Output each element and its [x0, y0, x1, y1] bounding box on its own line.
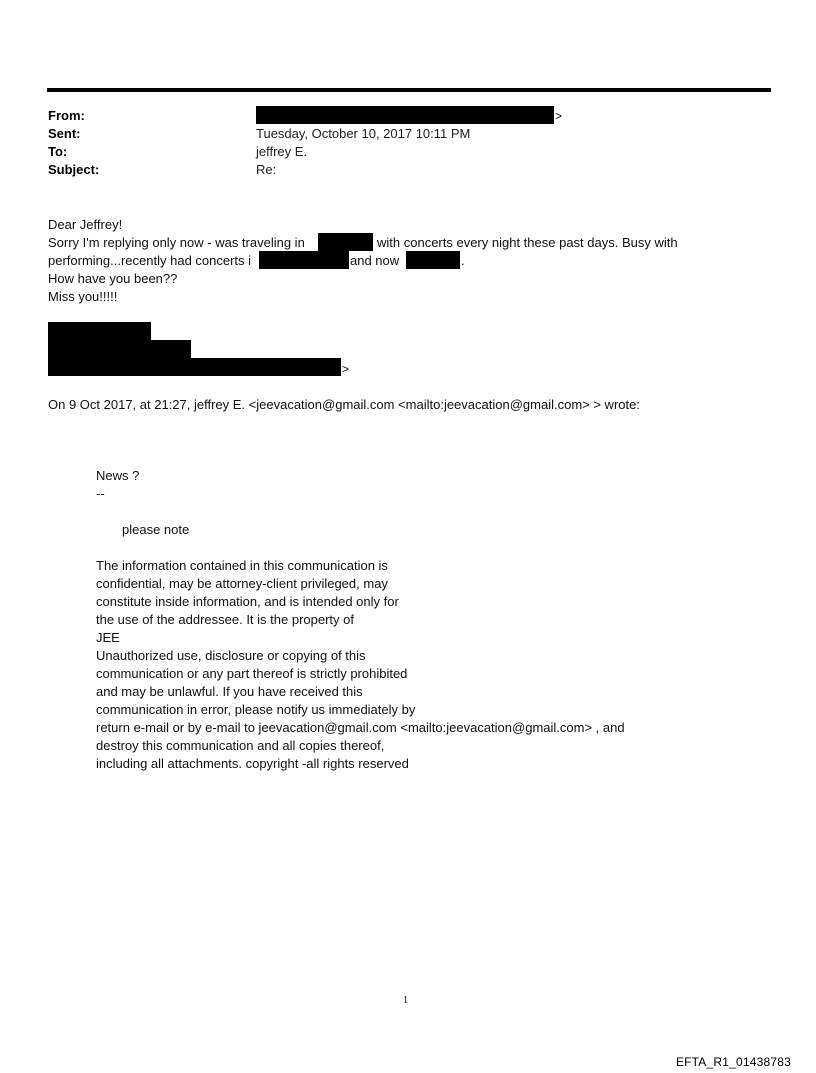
to-label: To: — [48, 144, 68, 159]
from-label: From: — [48, 108, 85, 123]
disclaimer-line: destroy this communication and all copies thereof, — [96, 738, 385, 753]
quote-header: On 9 Oct 2017, at 21:27, jeffrey E. <jeevacation@gmail.com <mailto:jeevacation@gmail.com> > wrote: — [48, 397, 640, 412]
disclaimer-line: and may be unlawful. If you have received this — [96, 684, 363, 699]
disclaimer-line: the use of the addressee. It is the property of — [96, 612, 354, 627]
body-line1-part1: Sorry I'm replying only now - was traveling in — [48, 235, 305, 250]
disclaimer-line: return e-mail or by e-mail to jeevacation@gmail.com <mailto:jeevacation@gmail.com> , and — [96, 720, 625, 735]
body-line4: Miss you!!!!! — [48, 289, 118, 304]
disclaimer-line: JEE — [96, 630, 120, 645]
disclaimer-line: communication in error, please notify us immediately by — [96, 702, 416, 717]
redaction-location-1 — [318, 233, 373, 251]
redaction-signature-2 — [48, 340, 191, 358]
header-rule — [47, 88, 771, 92]
redaction-location-3 — [406, 251, 460, 269]
disclaimer-line: Unauthorized use, disclosure or copying of this — [96, 648, 366, 663]
subject-value: Re: — [256, 162, 277, 177]
disclaimer-line: including all attachments. copyright -all rights reserved — [96, 756, 409, 771]
sent-value: Tuesday, October 10, 2017 10:11 PM — [256, 126, 471, 141]
redaction-signature-3 — [48, 358, 341, 376]
page-number: 1 — [403, 995, 408, 1006]
disclaimer-line: The information contained in this communication is — [96, 558, 388, 573]
disclaimer-line: confidential, may be attorney-client privileged, may — [96, 576, 388, 591]
body-line2-part3: . — [461, 253, 465, 268]
disclaimer-line: constitute inside information, and is intended only for — [96, 594, 399, 609]
quoted-dashes: -- — [96, 486, 105, 501]
to-value: jeffrey E. — [256, 144, 308, 159]
disclaimer-line: communication or any part thereof is strictly prohibited — [96, 666, 408, 681]
quoted-please-note: please note — [122, 522, 190, 537]
subject-label: Subject: — [48, 162, 100, 177]
body-line2-part1: performing...recently had concerts i — [48, 253, 252, 268]
bates-number: EFTA_R1_01438783 — [675, 1055, 791, 1069]
body-line3: How have you been?? — [48, 271, 178, 286]
sent-label: Sent: — [48, 126, 81, 141]
from-suffix: > — [555, 109, 563, 123]
signature-suffix: > — [342, 362, 350, 376]
greeting: Dear Jeffrey! — [48, 217, 123, 232]
quoted-news: News ? — [96, 468, 140, 483]
body-line1-part2: with concerts every night these past days. Busy with — [377, 235, 678, 250]
redaction-signature-1 — [48, 322, 151, 340]
redaction-location-2 — [259, 251, 349, 269]
redaction-from — [256, 106, 554, 124]
body-line2-part2: and now — [350, 253, 400, 268]
